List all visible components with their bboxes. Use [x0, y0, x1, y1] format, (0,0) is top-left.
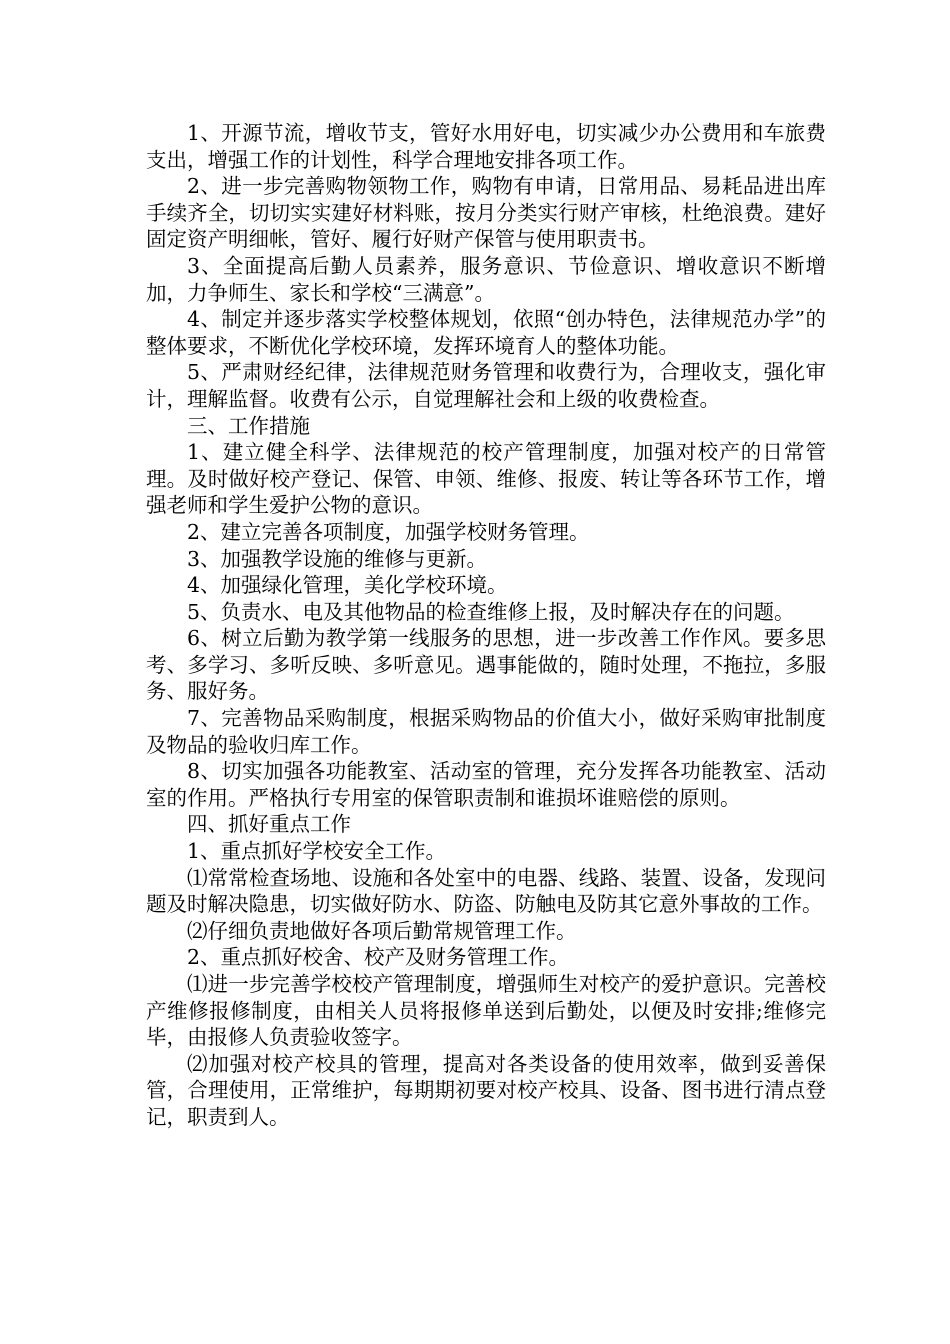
paragraph: 2、重点抓好校舍、校产及财务管理工作。 — [187, 945, 570, 970]
paragraph: 5、严肃财经纪律，法律规范财务管理和收费行为，合理收支，强化审计，理解监督。收费有公示，自觉理解社会和上级的收费检查。 — [146, 360, 826, 411]
section-heading: 四、抓好重点工作 — [187, 812, 351, 837]
paragraph: 1、重点抓好学校安全工作。 — [187, 839, 447, 864]
paragraph: 3、全面提高后勤人员素养，服务意识、节俭意识、增收意识不断增加，力争师生、家长和学校“三满意”。 — [146, 253, 826, 305]
section-heading: 三、工作措施 — [187, 413, 310, 438]
paragraph: 5、负责水、电及其他物品的检查维修上报，及时解决存在的问题。 — [187, 599, 795, 624]
paragraph: 2、建立完善各项制度，加强学校财务管理。 — [187, 519, 590, 544]
document-body — [146, 120, 826, 1131]
paragraph: 4、制定并逐步落实学校整体规划，依照“创办特色，法律规范办学”的整体要求，不断优化学校环境，发挥环境育人的整体功能。 — [146, 307, 826, 358]
paragraph: 3、加强教学设施的维修与更新。 — [187, 546, 488, 571]
paragraph: 7、完善物品采购制度，根据采购物品的价值大小，做好采购审批制度及物品的验收归库工作。 — [146, 706, 826, 757]
paragraph: ⑵加强对校产校具的管理，提高对各类设备的使用效率，做到妥善保管，合理使用，正常维护，每期期初要对校产校具、设备、图书进行清点登记，职责到人。 — [146, 1051, 826, 1129]
paragraph: 4、加强绿化管理，美化学校环境。 — [187, 573, 508, 598]
paragraph: ⑴进一步完善学校校产管理制度，增强师生对校产的爱护意识。完善校产维修报修制度，由相关人员将报修单送到后勤处，以便及时安排;维修完毕，由报修人负责验收签字。 — [146, 972, 826, 1050]
paragraph: 6、树立后勤为教学第一线服务的思想，进一步改善工作作风。要多思考、多学习、多听反映、多听意见。遇事能做的，随时处理，不拖拉，多服务、服好务。 — [146, 626, 826, 704]
paragraph: 8、切实加强各功能教室、活动室的管理，充分发挥各功能教室、活动室的作用。严格执行专用室的保管职责制和谁损坏谁赔偿的原则。 — [146, 759, 826, 810]
paragraph: 1、建立健全科学、法律规范的校产管理制度，加强对校产的日常管理。及时做好校产登记、保管、申领、维修、报废、转让等各环节工作，增强老师和学生爱护公物的意识。 — [146, 440, 826, 518]
paragraph: 1、开源节流，增收节支，管好水用好电，切实减少办公费用和车旅费支出，增强工作的计划性，科学合理地安排各项工作。 — [146, 121, 826, 172]
paragraph: ⑵仔细负责地做好各项后勤常规管理工作。 — [187, 918, 577, 943]
paragraph: ⑴常常检查场地、设施和各处室中的电器、线路、装置、设备，发现问题及时解决隐患，切实做好防水、防盗、防触电及防其它意外事故的工作。 — [146, 865, 826, 917]
paragraph: 2、进一步完善购物领物工作，购物有申请，日常用品、易耗品进出库手续齐全，切切实实建好材料账，按月分类实行财产审核，杜绝浪费。建好固定资产明细帐，管好、履行好财产保管与使用职责书。 — [146, 174, 826, 252]
